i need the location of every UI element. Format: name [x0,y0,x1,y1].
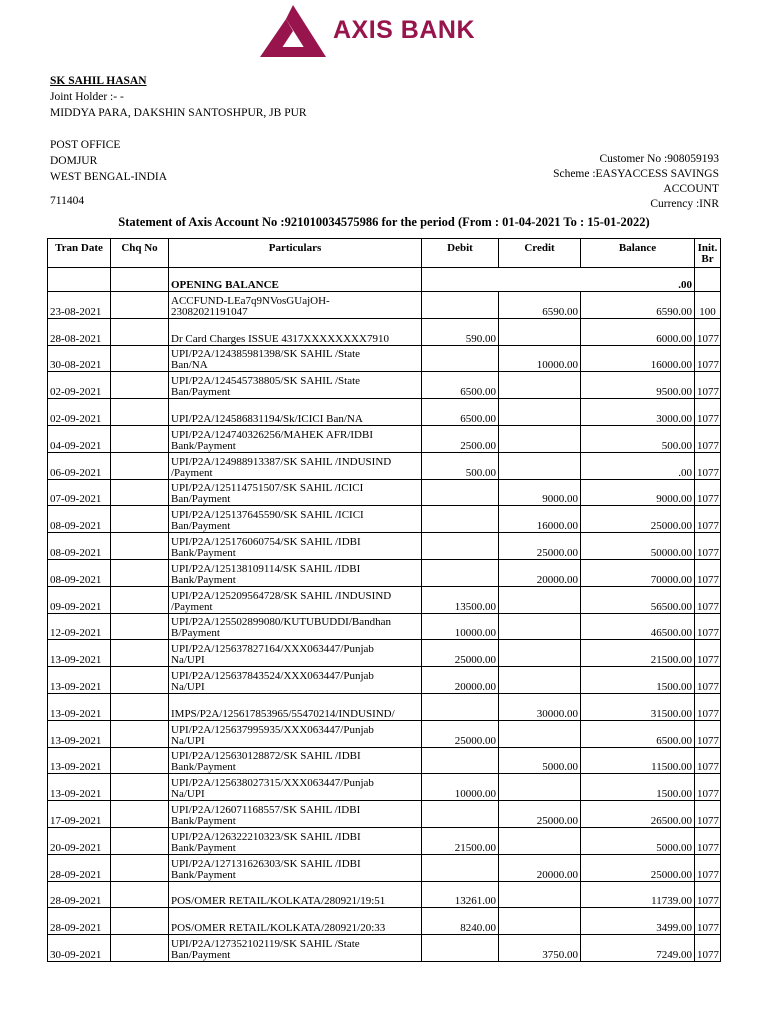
particulars-line-1: UPI/P2A/127352102119/SK SAHIL /State [171,937,360,950]
table-header-row [48,239,721,268]
cell-particulars [169,399,422,426]
cell-chq [111,640,169,667]
cell-balance: 26500.00 [581,801,695,828]
cell-debit: 25000.00 [422,720,499,747]
cell-particulars [169,747,422,774]
cell-debit: 21500.00 [422,827,499,854]
table-row [48,372,721,399]
cell-credit [499,372,581,399]
cell-particulars [169,345,422,372]
customer-number: Customer No :908059193 [599,153,719,165]
particulars-line-2: IMPS/P2A/125617853965/55470214/INDUSIND/ [171,707,395,720]
cell-date: 13-09-2021 [48,747,111,774]
cell-balance: 6500.00 [581,720,695,747]
cell-date: 06-09-2021 [48,452,111,479]
cell-chq [111,827,169,854]
cell-init-br: 1077 [695,586,721,613]
cell-debit: 6500.00 [422,399,499,426]
table-row [48,345,721,372]
cell-particulars [169,774,422,801]
particulars-line-1: UPI/P2A/126071168557/SK SAHIL /IDBI [171,803,361,816]
cell-particulars [169,318,422,345]
cell-init-br: 1077 [695,908,721,935]
particulars-line-1: UPI/P2A/127131626303/SK SAHIL /IDBI [171,857,361,870]
particulars-line-1: UPI/P2A/125137645590/SK SAHIL /ICICI [171,509,364,522]
table-row [48,720,721,747]
cell-debit: 590.00 [422,318,499,345]
header-init-br: Init. Br [695,239,721,268]
cell-balance: 9000.00 [581,479,695,506]
header-chq-no: Chq No [111,239,169,268]
cell-credit [499,827,581,854]
particulars-line-2: B/Payment [171,627,220,640]
cell-date: 02-09-2021 [48,372,111,399]
table-row [48,506,721,533]
cell-particulars [169,452,422,479]
cell-particulars [169,586,422,613]
cell-balance: 31500.00 [581,693,695,720]
address-line-1: MIDDYA PARA, DAKSHIN SANTOSHPUR, JB PUR [50,107,307,119]
cell-date: 13-09-2021 [48,640,111,667]
table-row [48,827,721,854]
cell-debit: 10000.00 [422,613,499,640]
cell-particulars [169,935,422,962]
particulars-line-1: UPI/P2A/124740326256/MAHEK AFR/IDBI [171,428,373,441]
cell-particulars [169,854,422,881]
particulars-line-2: Bank/Payment [171,868,236,881]
cell-date: 04-09-2021 [48,425,111,452]
address-city: DOMJUR [50,155,98,167]
cell-particulars [169,827,422,854]
table-row [48,586,721,613]
cell-init-br: 1077 [695,667,721,694]
cell-balance: 25000.00 [581,854,695,881]
cell-chq [111,399,169,426]
cell-chq [111,720,169,747]
cell-chq [111,908,169,935]
cell-credit [499,425,581,452]
cell-debit [422,854,499,881]
cell-date: 13-09-2021 [48,720,111,747]
particulars-line-2: 23082021191047 [171,305,248,318]
table-row [48,425,721,452]
cell-balance: 1500.00 [581,774,695,801]
cell-credit [499,667,581,694]
cell-credit [499,586,581,613]
cell-debit: 25000.00 [422,640,499,667]
scheme: Scheme :EASYACCESS SAVINGS [553,168,719,180]
cell-credit [499,399,581,426]
cell-chq [111,318,169,345]
particulars-line-2: Dr Card Charges ISSUE 4317XXXXXXXX7910 [171,332,389,345]
cell-particulars [169,640,422,667]
cell-credit [499,452,581,479]
cell-balance: 6000.00 [581,318,695,345]
particulars-line-2: Na/UPI [171,654,205,667]
cell-balance: 6590.00 [581,292,695,319]
cell-particulars [169,425,422,452]
cell-init-br: 100 [695,292,721,319]
particulars-line-1: UPI/P2A/126322210323/SK SAHIL /IDBI [171,830,361,843]
cell-chq [111,881,169,908]
cell-date: 08-09-2021 [48,533,111,560]
cell-credit [499,318,581,345]
table-row [48,801,721,828]
particulars-line-1: UPI/P2A/124988913387/SK SAHIL /INDUSIND [171,455,392,468]
opening-balance-value: .00 [422,268,695,292]
cell-credit: 9000.00 [499,479,581,506]
particulars-line-1: UPI/P2A/125502899080/KUTUBUDDI/Bandhan [171,616,391,629]
account-holder-address [50,73,307,185]
cell-init-br: 1077 [695,559,721,586]
table-row [48,935,721,962]
cell-chq [111,774,169,801]
cell-credit [499,881,581,908]
particulars-line-2: Bank/Payment [171,573,236,586]
cell-credit [499,613,581,640]
cell-init-br: 1077 [695,854,721,881]
cell-balance: 500.00 [581,425,695,452]
cell-balance: 1500.00 [581,667,695,694]
cell-chq [111,425,169,452]
table-row [48,881,721,908]
table-row [48,774,721,801]
cell-date: 07-09-2021 [48,479,111,506]
cell-credit [499,908,581,935]
table-row [48,613,721,640]
statement-title: Statement of Axis Account No :921010034575986 for the period (From : 01-04-2021 To : 15-01-2022) [118,215,650,229]
cell-init-br: 1077 [695,693,721,720]
particulars-line-2: Bank/Payment [171,841,236,854]
cell-credit: 20000.00 [499,559,581,586]
cell-debit: 6500.00 [422,372,499,399]
cell-init-br: 1077 [695,881,721,908]
cell-date: 08-09-2021 [48,506,111,533]
cell-particulars [169,908,422,935]
particulars-line-2: Bank/Payment [171,761,236,774]
cell-chq [111,667,169,694]
cell-credit: 25000.00 [499,533,581,560]
particulars-line-1: ACCFUND-LEa7q9NVosGUajOH- [171,294,330,307]
header-debit: Debit [422,239,499,268]
cell-init-br: 1077 [695,720,721,747]
particulars-line-2: /Payment [171,600,213,613]
header-credit: Credit [499,239,581,268]
cell-init-br: 1077 [695,774,721,801]
cell-chq [111,345,169,372]
table-row [48,533,721,560]
cell-date: 28-09-2021 [48,854,111,881]
cell-credit: 10000.00 [499,345,581,372]
table-row [48,854,721,881]
transactions-table [47,238,721,962]
cell-credit: 16000.00 [499,506,581,533]
particulars-line-1: UPI/P2A/125637827164/XXX063447/Punjab [171,643,374,656]
cell-date: 30-09-2021 [48,935,111,962]
particulars-line-2: Na/UPI [171,788,205,801]
particulars-line-2: Ban/Payment [171,520,231,533]
cell-credit: 3750.00 [499,935,581,962]
particulars-line-1: UPI/P2A/125630128872/SK SAHIL /IDBI [171,750,361,763]
particulars-line-2: POS/OMER RETAIL/KOLKATA/280921/19:51 [171,895,386,908]
cell-balance: 11500.00 [581,747,695,774]
cell-particulars [169,479,422,506]
cell-init-br: 1077 [695,399,721,426]
cell-init-br: 1077 [695,935,721,962]
cell-init-br: 1077 [695,533,721,560]
cell-balance: 70000.00 [581,559,695,586]
table-row [48,452,721,479]
table-row [48,908,721,935]
table-row [48,479,721,506]
particulars-line-2: Ban/NA [171,359,208,372]
cell-date: 28-09-2021 [48,881,111,908]
cell-init-br: 1077 [695,640,721,667]
cell-debit [422,693,499,720]
particulars-line-2: Ban/Payment [171,386,231,399]
cell-debit [422,479,499,506]
cell-init-br: 1077 [695,452,721,479]
particulars-line-2: /Payment [171,466,213,479]
cell-date: 23-08-2021 [48,292,111,319]
cell-debit: 8240.00 [422,908,499,935]
particulars-line-2: Bank/Payment [171,439,236,452]
cell-balance: 50000.00 [581,533,695,560]
header-particulars: Particulars [169,239,422,268]
cell-balance: 7249.00 [581,935,695,962]
cell-date: 13-09-2021 [48,667,111,694]
cell-debit [422,345,499,372]
cell-credit [499,774,581,801]
cell-particulars [169,667,422,694]
cell-date: 30-08-2021 [48,345,111,372]
cell-date: 13-09-2021 [48,693,111,720]
cell-credit: 6590.00 [499,292,581,319]
cell-debit [422,801,499,828]
cell-chq [111,292,169,319]
particulars-line-1: UPI/P2A/125114751507/SK SAHIL /ICICI [171,482,364,495]
cell-chq [111,506,169,533]
cell-chq [111,747,169,774]
cell-balance: 3000.00 [581,399,695,426]
cell-balance: 25000.00 [581,506,695,533]
cell-balance: 21500.00 [581,640,695,667]
particulars-line-1: UPI/P2A/125209564728/SK SAHIL /INDUSIND [171,589,392,602]
cell-particulars [169,506,422,533]
cell-debit [422,533,499,560]
cell-chq [111,533,169,560]
cell-date: 20-09-2021 [48,827,111,854]
cell-balance: 9500.00 [581,372,695,399]
cell-debit [422,506,499,533]
particulars-line-1: UPI/P2A/124545738805/SK SAHIL /State [171,375,361,388]
cell-particulars [169,559,422,586]
table-row [48,292,721,319]
cell-date: 02-09-2021 [48,399,111,426]
cell-balance: 16000.00 [581,345,695,372]
cell-balance: 56500.00 [581,586,695,613]
scheme-cont: ACCOUNT [663,183,719,195]
cell-init-br: 1077 [695,372,721,399]
particulars-line-2: POS/OMER RETAIL/KOLKATA/280921/20:33 [171,922,386,935]
opening-balance-row [48,268,721,292]
cell-chq [111,559,169,586]
cell-balance: 46500.00 [581,613,695,640]
cell-particulars [169,533,422,560]
holder-name: SK SAHIL HASAN [50,75,147,87]
cell-particulars [169,613,422,640]
currency: Currency :INR [650,198,719,210]
cell-chq [111,452,169,479]
address-pin: 711404 [50,195,85,207]
cell-date: 28-09-2021 [48,908,111,935]
particulars-line-1: UPI/P2A/125637995935/XXX063447/Punjab [171,723,374,736]
particulars-line-1: UPI/P2A/125637843524/XXX063447/Punjab [171,669,374,682]
cell-init-br: 1077 [695,345,721,372]
cell-balance: 5000.00 [581,827,695,854]
cell-debit [422,559,499,586]
cell-init-br: 1077 [695,425,721,452]
cell-date: 12-09-2021 [48,613,111,640]
table-row [48,640,721,667]
cell-chq [111,479,169,506]
particulars-line-2: Bank/Payment [171,814,236,827]
particulars-line-1: UPI/P2A/125176060754/SK SAHIL /IDBI [171,535,361,548]
cell-init-br: 1077 [695,318,721,345]
cell-date: 08-09-2021 [48,559,111,586]
cell-date: 17-09-2021 [48,801,111,828]
table-row [48,693,721,720]
cell-debit [422,747,499,774]
opening-balance-label: OPENING BALANCE [169,268,422,292]
cell-balance: 3499.00 [581,908,695,935]
joint-holder: Joint Holder :- - [50,91,124,103]
cell-particulars [169,801,422,828]
cell-particulars [169,292,422,319]
cell-credit: 5000.00 [499,747,581,774]
particulars-line-1: UPI/P2A/124385981398/SK SAHIL /State [171,348,361,361]
particulars-line-2: Bank/Payment [171,546,236,559]
address-state: WEST BENGAL-INDIA [50,171,168,183]
cell-debit: 500.00 [422,452,499,479]
cell-debit: 20000.00 [422,667,499,694]
particulars-line-2: UPI/P2A/124586831194/Sk/ICICI Ban/NA [171,412,363,425]
cell-chq [111,613,169,640]
cell-balance: 11739.00 [581,881,695,908]
table-row [48,399,721,426]
cell-init-br: 1077 [695,479,721,506]
cell-debit: 13500.00 [422,586,499,613]
particulars-line-2: Na/UPI [171,734,205,747]
header-tran-date: Tran Date [48,239,111,268]
cell-debit: 10000.00 [422,774,499,801]
cell-chq [111,854,169,881]
cell-credit: 30000.00 [499,693,581,720]
cell-debit: 2500.00 [422,425,499,452]
cell-init-br: 1077 [695,613,721,640]
cell-chq [111,586,169,613]
cell-chq [111,935,169,962]
cell-chq [111,693,169,720]
particulars-line-1: UPI/P2A/125138109114/SK SAHIL /IDBI [171,562,361,575]
cell-credit [499,640,581,667]
cell-credit: 25000.00 [499,801,581,828]
cell-debit: 13261.00 [422,881,499,908]
cell-date: 28-08-2021 [48,318,111,345]
table-row [48,667,721,694]
cell-init-br: 1077 [695,827,721,854]
particulars-line-1: UPI/P2A/125638027315/XXX063447/Punjab [171,777,374,790]
cell-credit: 20000.00 [499,854,581,881]
cell-init-br: 1077 [695,506,721,533]
header-balance: Balance [581,239,695,268]
cell-debit [422,935,499,962]
cell-date: 13-09-2021 [48,774,111,801]
account-info [553,152,719,212]
cell-particulars [169,372,422,399]
cell-particulars [169,720,422,747]
address-line-2: POST OFFICE [50,139,121,151]
table-row [48,747,721,774]
cell-particulars [169,693,422,720]
axis-logo-mark-icon [260,5,326,57]
cell-credit [499,720,581,747]
cell-init-br: 1077 [695,747,721,774]
cell-date: 09-09-2021 [48,586,111,613]
table-row [48,559,721,586]
cell-chq [111,801,169,828]
cell-chq [111,372,169,399]
cell-balance: .00 [581,452,695,479]
cell-particulars [169,881,422,908]
particulars-line-2: Na/UPI [171,680,205,693]
cell-init-br: 1077 [695,801,721,828]
brand-name: AXIS BANK [333,16,476,44]
particulars-line-2: Ban/Payment [171,948,231,961]
axis-bank-logo [260,5,500,57]
cell-debit [422,292,499,319]
particulars-line-2: Ban/Payment [171,493,231,506]
table-row [48,318,721,345]
